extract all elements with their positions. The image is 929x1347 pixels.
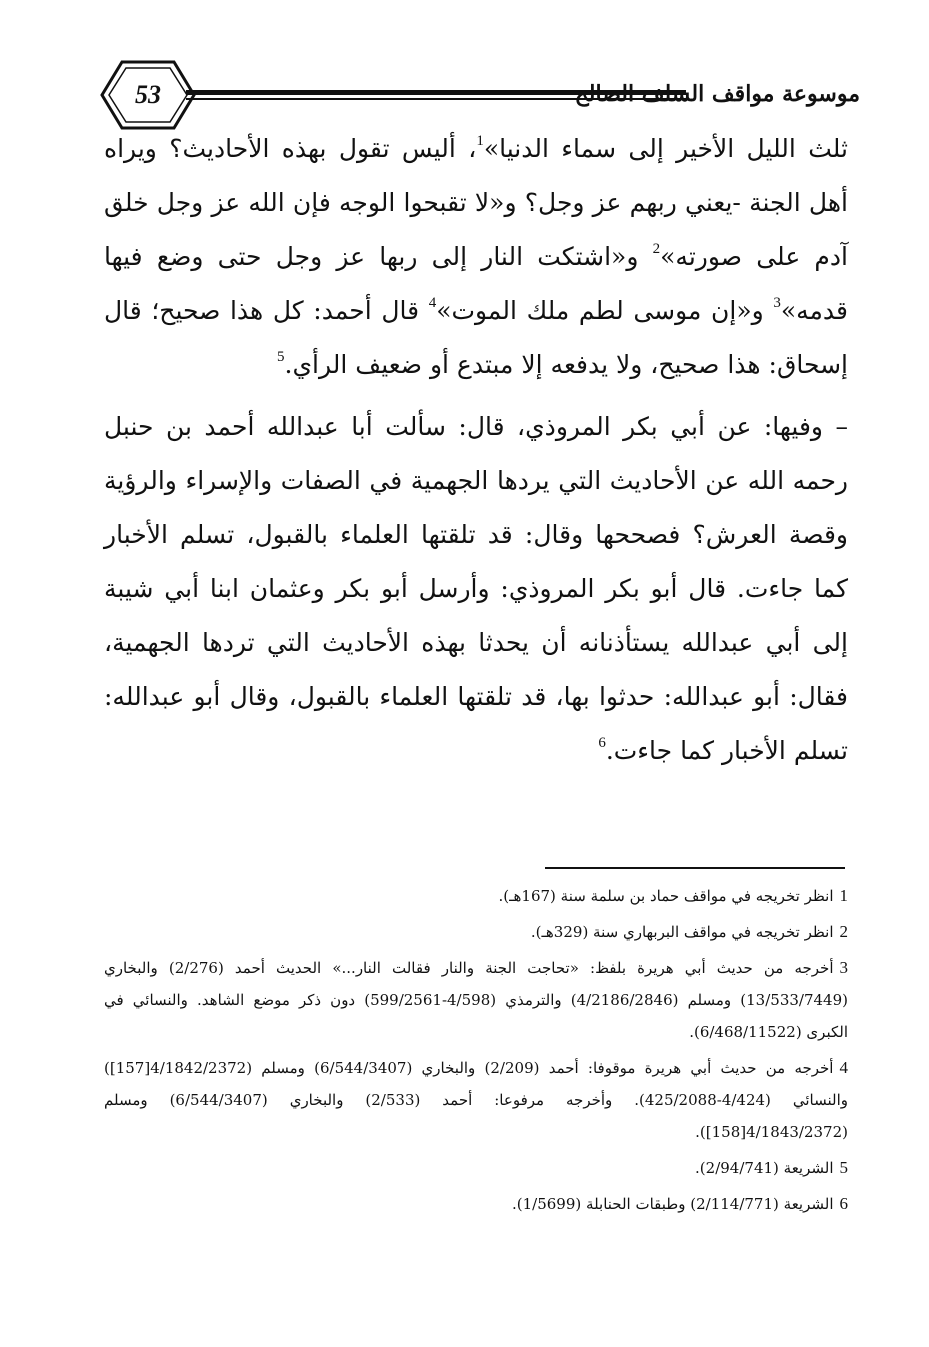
book-title: موسوعة مواقف السلف الصالح <box>574 81 860 107</box>
footnote-ref-5[interactable]: 5 <box>277 349 285 365</box>
footnote <box>104 1152 848 1184</box>
footnote-text: أخرجه من حديث أبي هريرة موقوفا: أحمد (2/209) والبخاري (6/544/3407) ومسلم (4/1842/2372[157]) والنسائي (4/424-425/2088). وأخرجه مرفوعا: أحمد (2/533) والبخاري (6/544/3407) ومسلم (4/1843/2372[158]). <box>104 1059 848 1141</box>
footnote <box>104 1188 848 1220</box>
footnote-number: 6 <box>839 1194 848 1213</box>
footnote <box>104 952 848 1048</box>
footnote <box>104 880 848 912</box>
footnote-ref-3[interactable]: 3 <box>773 295 781 311</box>
footnote-text: انظر تخريجه في مواقف حماد بن سلمة سنة (167هـ). <box>498 887 834 905</box>
footnote-number: 4 <box>839 1058 848 1077</box>
footnote-number: 5 <box>839 1158 848 1177</box>
footnote-separator <box>545 867 845 869</box>
footnote <box>104 1052 848 1148</box>
footnote <box>104 916 848 948</box>
text-run: قال أحمد: كل هذا صحيح؛ قال إسحاق: هذا صحيح، ولا يدفعه إلا مبتدع أو ضعيف الرأي. <box>104 296 848 379</box>
text-run: و«إن موسى لطم ملك الموت» <box>436 296 774 325</box>
footnotes <box>104 880 848 1224</box>
footnote-text: الشريعة (2/94/741). <box>695 1159 834 1177</box>
paragraph-1 <box>104 122 848 392</box>
page-header <box>100 60 860 130</box>
footnote-number: 3 <box>839 958 848 977</box>
paragraph-2 <box>104 400 848 778</box>
text-run: ، أليس تقول بهذه الأحاديث؟ ويراه أهل الجنة -يعني ربهم عز وجل؟ و«لا تقبحوا الوجه فإن الله عز وجل خلق آدم على صورته» <box>104 134 848 271</box>
footnote-ref-6[interactable]: 6 <box>598 735 606 751</box>
text-run: – وفيها: عن أبي بكر المروذي، قال: سألت أبا عبدالله أحمد بن حنبل رحمه الله عن الأحاديث التي يردها الجهمية في الصفات والإسراء والرؤية وقصة العرش؟ فصححها وقال: قد تلقتها العلماء بالقبول، تسلم الأخبار كما جاءت. قال أبو بكر المروذي: وأرسل أبو بكر وعثمان ابنا أبي شيبة إلى أبي عبدالله يستأذنانه أن يحدثا بهذه الأحاديث التي تردها الجهمية، فقال: أبو عبدالله: حدثوا بها، قد تلقتها العلماء بالقبول، وقال أبو عبدالله: تسلم الأخبار كما جاءت. <box>104 412 848 765</box>
text-run: و«اشتكت النار إلى ربها عز وجل حتى وضع فيها قدمه» <box>104 242 848 325</box>
footnote-text: انظر تخريجه في مواقف البربهاري سنة (329هـ). <box>530 923 834 941</box>
footnote-number: 2 <box>839 922 848 941</box>
text-run: ثلث الليل الأخير إلى سماء الدنيا» <box>483 134 848 163</box>
main-text <box>104 122 848 778</box>
footnote-text: أخرجه من حديث أبي هريرة بلفظ: «تحاجت الجنة والنار فقالت النار...» الحديث أحمد (2/276) والبخاري (13/533/7449) ومسلم (4/2186/2846) والترمذي (4/598-599/2561) دون ذكر موضع الشاهد. والنسائي في الكبرى (6/468/11522). <box>104 959 848 1041</box>
footnote-number: 1 <box>839 886 848 905</box>
footnote-text: الشريعة (2/114/771) وطبقات الحنابلة (1/5699). <box>512 1195 834 1213</box>
footnote-ref-1[interactable]: 1 <box>476 133 484 149</box>
page-number: 53 <box>135 80 161 109</box>
footnote-ref-4[interactable]: 4 <box>428 295 437 311</box>
footnote-ref-2[interactable]: 2 <box>652 241 661 257</box>
